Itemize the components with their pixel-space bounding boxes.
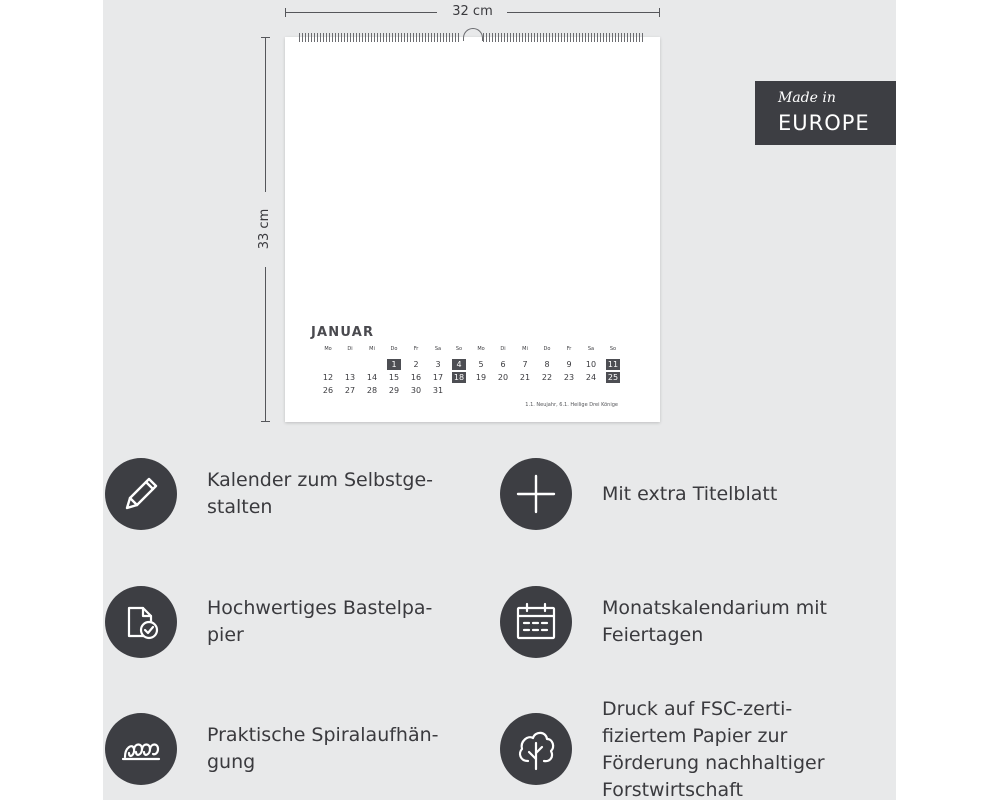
month-title: JANUAR [311, 325, 375, 340]
calendar-day: 20 [497, 373, 509, 382]
day-name: Mi [369, 346, 375, 352]
calendar-day: 16 [410, 373, 422, 382]
calendar-day: 1 [387, 359, 401, 370]
calendar-day: 4 [452, 359, 466, 370]
day-name: Mo [324, 346, 332, 352]
day-name: So [609, 346, 617, 352]
spiral-icon [105, 713, 177, 785]
badge-line1: Made in [778, 90, 836, 106]
feature-4-line-1: Monatskalendarium mit [602, 597, 827, 619]
feature-6-line-3: Förderung nachhaltiger [602, 752, 825, 774]
calendar-day: 23 [563, 373, 575, 382]
feature-text-2 [602, 481, 777, 508]
feature-text-1 [207, 467, 433, 521]
feature-text-6 [602, 696, 825, 804]
calendar-day: 31 [432, 386, 444, 395]
calendar-day: 22 [541, 373, 553, 382]
calendar-day: 24 [585, 373, 597, 382]
calendar-day: 12 [322, 373, 334, 382]
height-label: 33 cm [257, 208, 272, 250]
day-name: Sa [587, 346, 595, 352]
badge-line2: EUROPE [778, 111, 870, 135]
feature-1-line-2: stalten [207, 496, 273, 518]
holidays-note: 1.1. Neujahr, 6.1. Heilige Drei Könige [525, 402, 618, 408]
feature-text-3 [207, 595, 432, 649]
paper-check-icon [105, 586, 177, 658]
calendar-day: 13 [344, 373, 356, 382]
feature-text-4 [602, 595, 827, 649]
calendar-day: 26 [322, 386, 334, 395]
calendar-day: 14 [366, 373, 378, 382]
tree-icon [500, 713, 572, 785]
feature-4-line-2: Feiertagen [602, 624, 704, 646]
calendar-day: 10 [585, 360, 597, 369]
plus-icon [500, 458, 572, 530]
feature-1-line-1: Kalender zum Selbstge- [207, 469, 433, 491]
feature-3-line-2: pier [207, 624, 244, 646]
calendar-day: 21 [519, 373, 531, 382]
calendar-day: 7 [522, 360, 528, 369]
day-name: Di [500, 346, 506, 352]
feature-5-line-1: Praktische Spiralaufhän- [207, 724, 439, 746]
calendar-day: 19 [475, 373, 487, 382]
day-name: Mo [477, 346, 485, 352]
day-name: Fr [413, 346, 419, 352]
calendar-sheet [285, 37, 660, 422]
calendar-day: 17 [432, 373, 444, 382]
feature-6-line-2: fiziertem Papier zur [602, 725, 788, 747]
day-name: Mi [522, 346, 528, 352]
calendar-day: 15 [388, 373, 400, 382]
calendar-day: 5 [478, 360, 484, 369]
width-label: 32 cm [452, 4, 493, 19]
spiral-binding-right [483, 33, 645, 42]
feature-6-line-4: Forstwirtschaft [602, 779, 743, 801]
calendar-day: 8 [544, 360, 550, 369]
day-name: Sa [434, 346, 442, 352]
day-name: Di [347, 346, 353, 352]
calendar-day: 28 [366, 386, 378, 395]
calendar-day: 9 [566, 360, 572, 369]
pencil-icon [105, 458, 177, 530]
feature-text-5 [207, 722, 439, 776]
calendar-day: 6 [500, 360, 506, 369]
day-name: Fr [566, 346, 572, 352]
day-name: Do [390, 346, 398, 352]
calendar-icon [500, 586, 572, 658]
feature-2-line-1: Mit extra Titelblatt [602, 483, 778, 505]
calendar-day: 2 [413, 360, 419, 369]
made-in-europe-badge [755, 81, 896, 145]
calendar-day: 18 [453, 373, 465, 382]
calendar-day: 30 [410, 386, 422, 395]
feature-6-line-1: Druck auf FSC-zerti- [602, 698, 793, 720]
calendar-day: 29 [388, 386, 400, 395]
calendar-day: 11 [607, 360, 619, 369]
width-dimension [285, 4, 660, 20]
height-dimension [256, 37, 274, 422]
feature-5-line-2: gung [207, 751, 256, 773]
day-name: So [455, 346, 463, 352]
calendar-day: 3 [435, 360, 441, 369]
calendar-day: 27 [344, 386, 356, 395]
calendar-day: 25 [607, 373, 619, 382]
spiral-binding-left [299, 33, 461, 42]
day-name: Do [543, 346, 551, 352]
hanger-hook [463, 28, 483, 41]
feature-3-line-1: Hochwertiges Bastelpa- [207, 597, 433, 619]
